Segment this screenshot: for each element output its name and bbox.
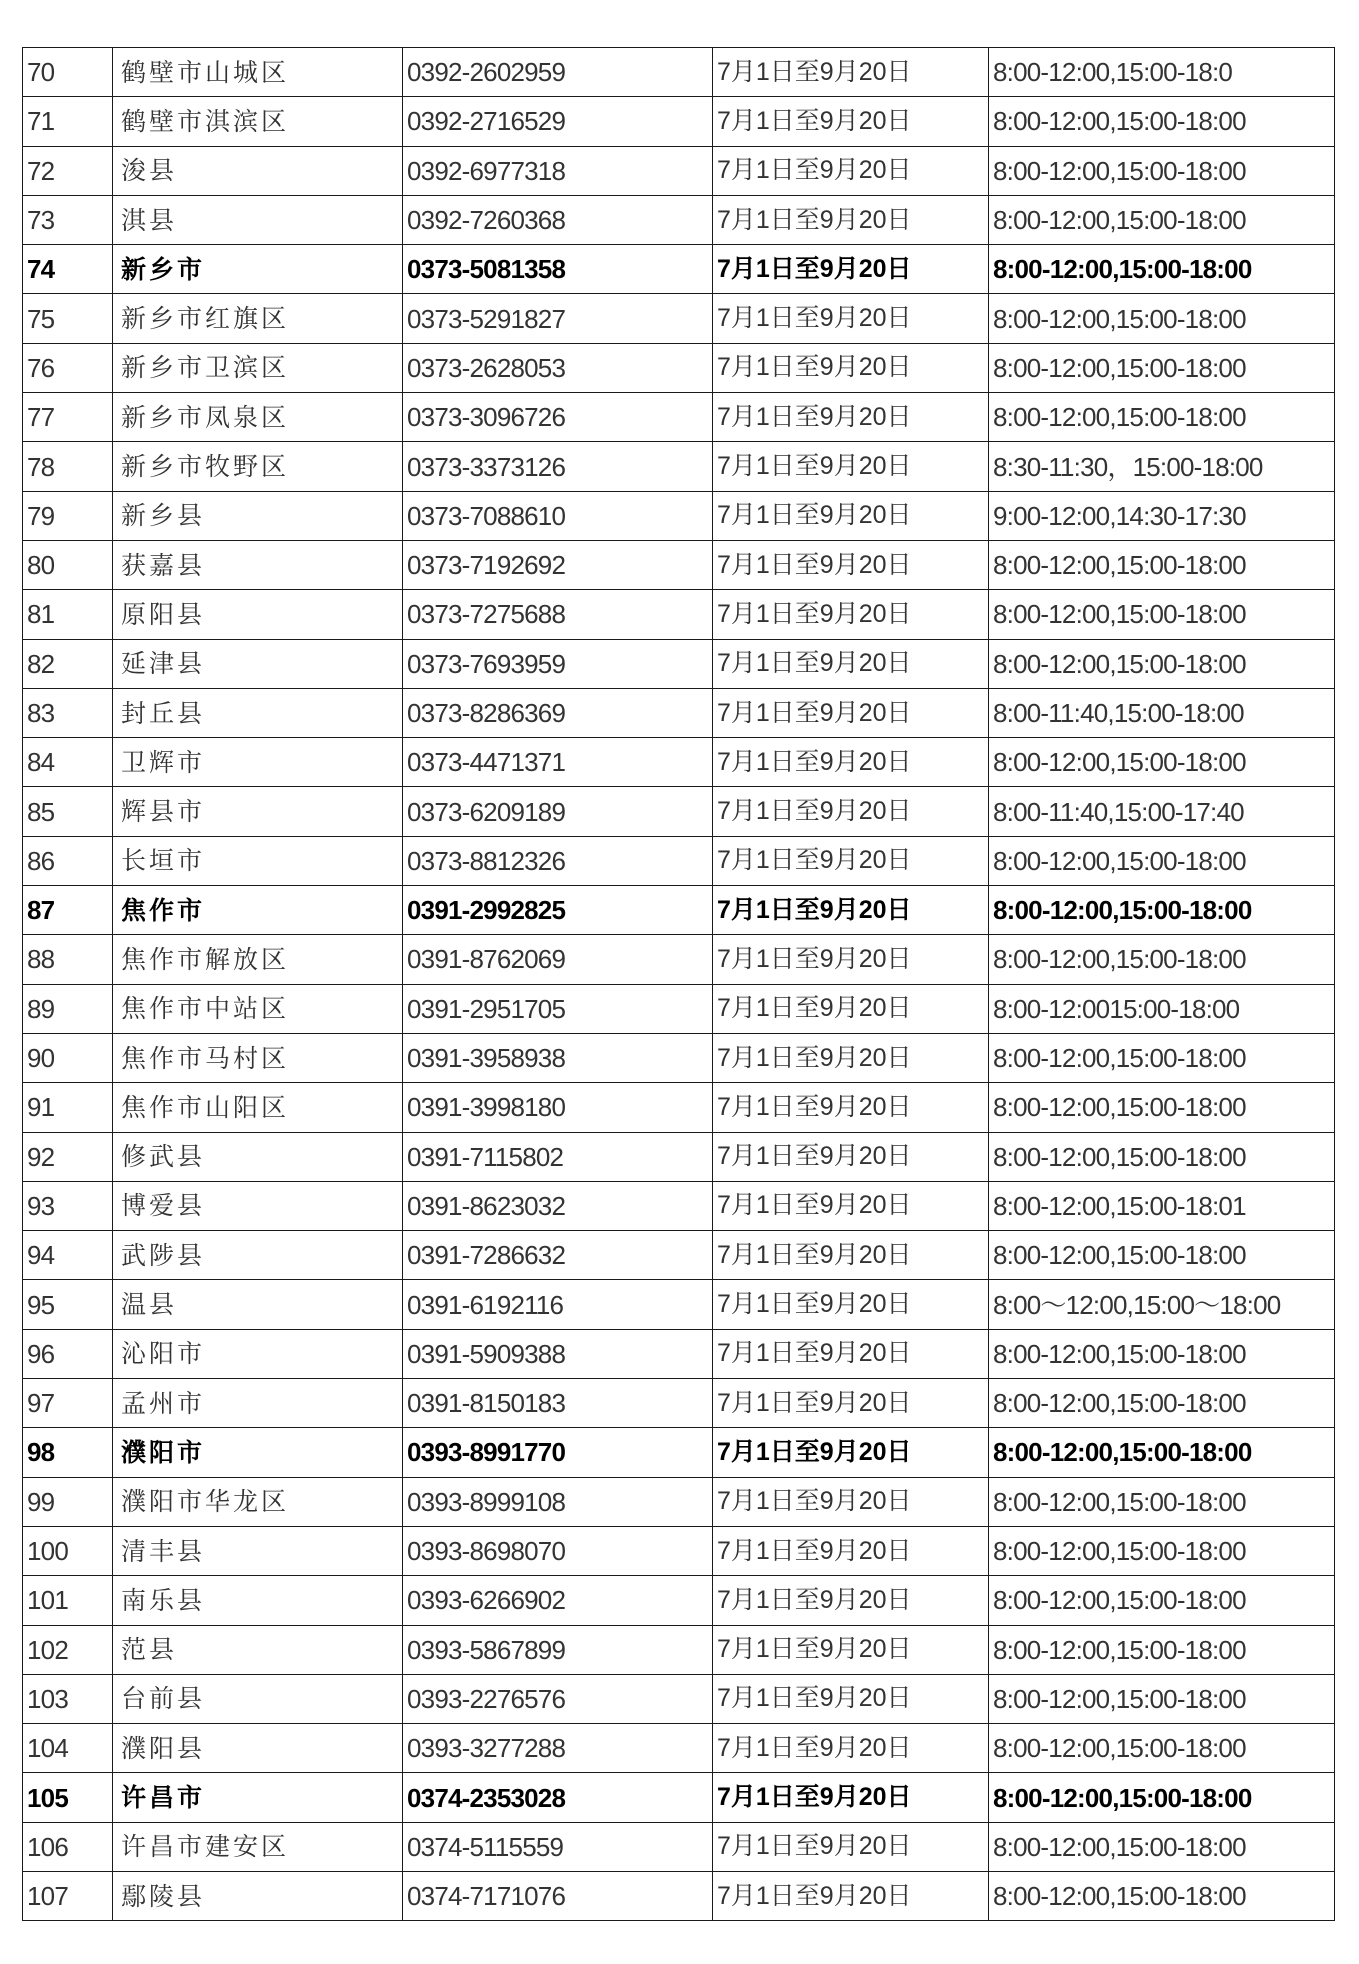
table-row <box>23 1871 1335 1920</box>
office-hours-cell: 8:00-12:00,15:00-18:00 <box>989 1477 1335 1526</box>
phone-number-cell: 0393-5867899 <box>403 1625 713 1674</box>
phone-number-cell: 0391-5909388 <box>403 1329 713 1378</box>
office-hours-cell: 8:00-12:00,15:00-18:00 <box>989 886 1335 935</box>
office-hours-cell: 8:00-12:00,15:00-18:00 <box>989 1822 1335 1871</box>
row-number-cell: 102 <box>23 1625 113 1674</box>
office-hours-cell: 8:00-12:00,15:00-18:00 <box>989 1871 1335 1920</box>
table-row <box>23 1576 1335 1625</box>
phone-number-cell: 0393-2276576 <box>403 1674 713 1723</box>
service-period-cell: 7月1日至9月20日 <box>713 97 989 146</box>
table-row <box>23 393 1335 442</box>
service-period-cell: 7月1日至9月20日 <box>713 1477 989 1526</box>
row-number-cell: 100 <box>23 1526 113 1575</box>
phone-number-cell: 0391-6192116 <box>403 1280 713 1329</box>
office-hours-cell: 8:00-12:00,15:00-18:00 <box>989 1379 1335 1428</box>
region-name-cell: 南乐县 <box>113 1576 403 1625</box>
service-period-cell: 7月1日至9月20日 <box>713 540 989 589</box>
row-number-cell: 76 <box>23 343 113 392</box>
row-number-cell: 93 <box>23 1181 113 1230</box>
phone-number-cell: 0373-7192692 <box>403 540 713 589</box>
phone-number-cell: 0373-8286369 <box>403 688 713 737</box>
office-hours-cell: 8:00-12:00,15:00-18:00 <box>989 1231 1335 1280</box>
phone-number-cell: 0392-2716529 <box>403 97 713 146</box>
phone-number-cell: 0374-5115559 <box>403 1822 713 1871</box>
phone-number-cell: 0374-2353028 <box>403 1773 713 1822</box>
table-row <box>23 48 1335 97</box>
row-number-cell: 88 <box>23 935 113 984</box>
office-hours-cell: 8:00-12:00,15:00-18:00 <box>989 1526 1335 1575</box>
phone-number-cell: 0373-3096726 <box>403 393 713 442</box>
office-hours-cell: 8:00-11:40,15:00-18:00 <box>989 688 1335 737</box>
phone-number-cell: 0391-8150183 <box>403 1379 713 1428</box>
region-name-cell: 许昌市建安区 <box>113 1822 403 1871</box>
row-number-cell: 84 <box>23 738 113 787</box>
table-row <box>23 97 1335 146</box>
row-number-cell: 105 <box>23 1773 113 1822</box>
region-name-cell: 台前县 <box>113 1674 403 1723</box>
region-name-cell: 焦作市中站区 <box>113 984 403 1033</box>
service-period-cell: 7月1日至9月20日 <box>713 1576 989 1625</box>
service-period-cell: 7月1日至9月20日 <box>713 491 989 540</box>
table-row <box>23 738 1335 787</box>
office-hours-cell: 8:00-12:00,15:00-18:00 <box>989 1033 1335 1082</box>
service-period-cell: 7月1日至9月20日 <box>713 1280 989 1329</box>
office-hours-cell: 8:00-11:40,15:00-17:40 <box>989 787 1335 836</box>
phone-number-cell: 0391-7115802 <box>403 1132 713 1181</box>
row-number-cell: 70 <box>23 48 113 97</box>
service-period-cell: 7月1日至9月20日 <box>713 984 989 1033</box>
phone-number-cell: 0373-3373126 <box>403 442 713 491</box>
table-row <box>23 294 1335 343</box>
phone-number-cell: 0391-7286632 <box>403 1231 713 1280</box>
region-name-cell: 获嘉县 <box>113 540 403 589</box>
table-row <box>23 1181 1335 1230</box>
table-row <box>23 1379 1335 1428</box>
office-hours-cell: 8:00-12:00,15:00-18:00 <box>989 1329 1335 1378</box>
row-number-cell: 79 <box>23 491 113 540</box>
phone-number-cell: 0393-8999108 <box>403 1477 713 1526</box>
service-period-cell: 7月1日至9月20日 <box>713 935 989 984</box>
phone-number-cell: 0391-8762069 <box>403 935 713 984</box>
region-name-cell: 焦作市山阳区 <box>113 1083 403 1132</box>
region-name-cell: 濮阳市 <box>113 1428 403 1477</box>
table-row <box>23 195 1335 244</box>
region-name-cell: 濮阳县 <box>113 1724 403 1773</box>
office-hours-cell: 8:00-12:00,15:00-18:00 <box>989 1576 1335 1625</box>
office-hours-cell: 8:00-12:00,15:00-18:00 <box>989 935 1335 984</box>
phone-number-cell: 0373-4471371 <box>403 738 713 787</box>
row-number-cell: 82 <box>23 639 113 688</box>
region-name-cell: 范县 <box>113 1625 403 1674</box>
office-hours-cell: 8:00-12:00,15:00-18:00 <box>989 245 1335 294</box>
office-hours-cell: 8:00-12:00,15:00-18:00 <box>989 1132 1335 1181</box>
row-number-cell: 106 <box>23 1822 113 1871</box>
region-name-cell: 清丰县 <box>113 1526 403 1575</box>
table-row <box>23 491 1335 540</box>
service-period-cell: 7月1日至9月20日 <box>713 836 989 885</box>
office-hours-cell: 8:00-12:00,15:00-18:00 <box>989 393 1335 442</box>
table-row <box>23 935 1335 984</box>
office-hours-cell: 8:00-12:00,15:00-18:0 <box>989 48 1335 97</box>
region-name-cell: 孟州市 <box>113 1379 403 1428</box>
region-name-cell: 修武县 <box>113 1132 403 1181</box>
phone-number-cell: 0374-7171076 <box>403 1871 713 1920</box>
phone-number-cell: 0373-5081358 <box>403 245 713 294</box>
table-row <box>23 688 1335 737</box>
phone-number-cell: 0373-7275688 <box>403 590 713 639</box>
region-name-cell: 鹤壁市山城区 <box>113 48 403 97</box>
region-name-cell: 新乡市 <box>113 245 403 294</box>
row-number-cell: 74 <box>23 245 113 294</box>
phone-number-cell: 0373-5291827 <box>403 294 713 343</box>
service-period-cell: 7月1日至9月20日 <box>713 1871 989 1920</box>
phone-number-cell: 0393-8698070 <box>403 1526 713 1575</box>
table-row <box>23 540 1335 589</box>
office-hours-cell: 8:00-12:00,15:00-18:00 <box>989 1674 1335 1723</box>
phone-number-cell: 0392-2602959 <box>403 48 713 97</box>
region-name-cell: 延津县 <box>113 639 403 688</box>
office-hours-cell: 8:00-12:00,15:00-18:00 <box>989 294 1335 343</box>
service-period-cell: 7月1日至9月20日 <box>713 1822 989 1871</box>
row-number-cell: 80 <box>23 540 113 589</box>
office-hours-cell: 8:00-12:00,15:00-18:00 <box>989 1428 1335 1477</box>
row-number-cell: 101 <box>23 1576 113 1625</box>
table-row <box>23 1625 1335 1674</box>
table-row <box>23 1132 1335 1181</box>
office-hours-cell: 8:30-11:30，15:00-18:00 <box>989 442 1335 491</box>
region-name-cell: 长垣市 <box>113 836 403 885</box>
region-name-cell: 新乡市红旗区 <box>113 294 403 343</box>
service-period-cell: 7月1日至9月20日 <box>713 688 989 737</box>
city-row <box>23 1773 1335 1822</box>
table-row <box>23 146 1335 195</box>
row-number-cell: 97 <box>23 1379 113 1428</box>
office-hours-cell: 8:00-12:00,15:00-18:00 <box>989 195 1335 244</box>
phone-number-cell: 0391-3958938 <box>403 1033 713 1082</box>
row-number-cell: 75 <box>23 294 113 343</box>
table-row <box>23 984 1335 1033</box>
office-hours-cell: 8:00-12:00,15:00-18:00 <box>989 836 1335 885</box>
phone-number-cell: 0393-6266902 <box>403 1576 713 1625</box>
region-name-cell: 焦作市解放区 <box>113 935 403 984</box>
service-period-cell: 7月1日至9月20日 <box>713 1379 989 1428</box>
row-number-cell: 99 <box>23 1477 113 1526</box>
office-hours-cell: 8:00-12:00,15:00-18:00 <box>989 738 1335 787</box>
region-name-cell: 焦作市马村区 <box>113 1033 403 1082</box>
service-period-cell: 7月1日至9月20日 <box>713 1329 989 1378</box>
service-period-cell: 7月1日至9月20日 <box>713 1033 989 1082</box>
region-name-cell: 卫辉市 <box>113 738 403 787</box>
office-hours-cell: 8:00-12:00,15:00-18:00 <box>989 540 1335 589</box>
region-name-cell: 濮阳市华龙区 <box>113 1477 403 1526</box>
service-period-cell: 7月1日至9月20日 <box>713 787 989 836</box>
office-hours-cell: 8:00-12:00,15:00-18:00 <box>989 343 1335 392</box>
region-name-cell: 武陟县 <box>113 1231 403 1280</box>
city-row <box>23 886 1335 935</box>
row-number-cell: 89 <box>23 984 113 1033</box>
row-number-cell: 73 <box>23 195 113 244</box>
row-number-cell: 83 <box>23 688 113 737</box>
table-row <box>23 836 1335 885</box>
phone-number-cell: 0392-6977318 <box>403 146 713 195</box>
office-hours-cell: 8:00-12:00,15:00-18:00 <box>989 97 1335 146</box>
region-name-cell: 新乡市卫滨区 <box>113 343 403 392</box>
row-number-cell: 90 <box>23 1033 113 1082</box>
table-row <box>23 1674 1335 1723</box>
service-period-cell: 7月1日至9月20日 <box>713 1625 989 1674</box>
table-row <box>23 787 1335 836</box>
table-row <box>23 1329 1335 1378</box>
service-period-cell: 7月1日至9月20日 <box>713 886 989 935</box>
region-name-cell: 封丘县 <box>113 688 403 737</box>
phone-number-cell: 0373-8812326 <box>403 836 713 885</box>
region-name-cell: 辉县市 <box>113 787 403 836</box>
region-name-cell: 许昌市 <box>113 1773 403 1822</box>
table-row <box>23 1477 1335 1526</box>
table-row <box>23 343 1335 392</box>
table-row <box>23 442 1335 491</box>
service-period-cell: 7月1日至9月20日 <box>713 738 989 787</box>
row-number-cell: 81 <box>23 590 113 639</box>
table-row <box>23 1083 1335 1132</box>
region-name-cell: 鹤壁市淇滨区 <box>113 97 403 146</box>
phone-number-cell: 0373-7693959 <box>403 639 713 688</box>
region-name-cell: 鄢陵县 <box>113 1871 403 1920</box>
table-row <box>23 590 1335 639</box>
region-name-cell: 新乡县 <box>113 491 403 540</box>
row-number-cell: 103 <box>23 1674 113 1723</box>
row-number-cell: 94 <box>23 1231 113 1280</box>
row-number-cell: 96 <box>23 1329 113 1378</box>
contact-table <box>22 47 1335 1921</box>
phone-number-cell: 0373-7088610 <box>403 491 713 540</box>
region-name-cell: 博爱县 <box>113 1181 403 1230</box>
region-name-cell: 浚县 <box>113 146 403 195</box>
service-period-cell: 7月1日至9月20日 <box>713 48 989 97</box>
office-hours-cell: 8:00-12:00,15:00-18:00 <box>989 590 1335 639</box>
row-number-cell: 86 <box>23 836 113 885</box>
office-hours-cell: 8:00-12:00,15:00-18:00 <box>989 639 1335 688</box>
city-row <box>23 1428 1335 1477</box>
service-period-cell: 7月1日至9月20日 <box>713 1181 989 1230</box>
row-number-cell: 92 <box>23 1132 113 1181</box>
region-name-cell: 温县 <box>113 1280 403 1329</box>
service-period-cell: 7月1日至9月20日 <box>713 1428 989 1477</box>
row-number-cell: 107 <box>23 1871 113 1920</box>
service-period-cell: 7月1日至9月20日 <box>713 1231 989 1280</box>
table-row <box>23 1822 1335 1871</box>
service-period-cell: 7月1日至9月20日 <box>713 590 989 639</box>
service-period-cell: 7月1日至9月20日 <box>713 343 989 392</box>
service-period-cell: 7月1日至9月20日 <box>713 195 989 244</box>
phone-number-cell: 0393-8991770 <box>403 1428 713 1477</box>
region-name-cell: 淇县 <box>113 195 403 244</box>
phone-number-cell: 0391-3998180 <box>403 1083 713 1132</box>
row-number-cell: 104 <box>23 1724 113 1773</box>
service-period-cell: 7月1日至9月20日 <box>713 393 989 442</box>
service-period-cell: 7月1日至9月20日 <box>713 1724 989 1773</box>
office-hours-cell: 8:00-12:00,15:00-18:01 <box>989 1181 1335 1230</box>
row-number-cell: 71 <box>23 97 113 146</box>
phone-number-cell: 0393-3277288 <box>403 1724 713 1773</box>
row-number-cell: 78 <box>23 442 113 491</box>
phone-number-cell: 0391-2951705 <box>403 984 713 1033</box>
city-row <box>23 245 1335 294</box>
office-hours-cell: 8:00-12:00,15:00-18:00 <box>989 1083 1335 1132</box>
office-hours-cell: 8:00-12:00,15:00-18:00 <box>989 1724 1335 1773</box>
contact-table-body <box>23 48 1335 1921</box>
phone-number-cell: 0373-6209189 <box>403 787 713 836</box>
service-period-cell: 7月1日至9月20日 <box>713 1132 989 1181</box>
phone-number-cell: 0391-2992825 <box>403 886 713 935</box>
service-period-cell: 7月1日至9月20日 <box>713 442 989 491</box>
row-number-cell: 77 <box>23 393 113 442</box>
service-period-cell: 7月1日至9月20日 <box>713 245 989 294</box>
service-period-cell: 7月1日至9月20日 <box>713 1526 989 1575</box>
region-name-cell: 焦作市 <box>113 886 403 935</box>
row-number-cell: 72 <box>23 146 113 195</box>
row-number-cell: 85 <box>23 787 113 836</box>
service-period-cell: 7月1日至9月20日 <box>713 146 989 195</box>
office-hours-cell: 8:00-12:0015:00-18:00 <box>989 984 1335 1033</box>
region-name-cell: 新乡市牧野区 <box>113 442 403 491</box>
office-hours-cell: 8:00-12:00,15:00-18:00 <box>989 146 1335 195</box>
service-period-cell: 7月1日至9月20日 <box>713 639 989 688</box>
row-number-cell: 98 <box>23 1428 113 1477</box>
table-row <box>23 1280 1335 1329</box>
phone-number-cell: 0392-7260368 <box>403 195 713 244</box>
row-number-cell: 95 <box>23 1280 113 1329</box>
office-hours-cell: 8:00-12:00,15:00-18:00 <box>989 1625 1335 1674</box>
table-row <box>23 1724 1335 1773</box>
service-period-cell: 7月1日至9月20日 <box>713 294 989 343</box>
row-number-cell: 87 <box>23 886 113 935</box>
table-row <box>23 1526 1335 1575</box>
office-hours-cell: 9:00-12:00,14:30-17:30 <box>989 491 1335 540</box>
service-period-cell: 7月1日至9月20日 <box>713 1773 989 1822</box>
table-row <box>23 639 1335 688</box>
row-number-cell: 91 <box>23 1083 113 1132</box>
region-name-cell: 原阳县 <box>113 590 403 639</box>
region-name-cell: 新乡市凤泉区 <box>113 393 403 442</box>
service-period-cell: 7月1日至9月20日 <box>713 1083 989 1132</box>
table-row <box>23 1231 1335 1280</box>
office-hours-cell: 8:00-12:00,15:00-18:00 <box>989 1773 1335 1822</box>
table-row <box>23 1033 1335 1082</box>
phone-number-cell: 0373-2628053 <box>403 343 713 392</box>
service-period-cell: 7月1日至9月20日 <box>713 1674 989 1723</box>
phone-number-cell: 0391-8623032 <box>403 1181 713 1230</box>
office-hours-cell: 8:00～12:00,15:00～18:00 <box>989 1280 1335 1329</box>
region-name-cell: 沁阳市 <box>113 1329 403 1378</box>
